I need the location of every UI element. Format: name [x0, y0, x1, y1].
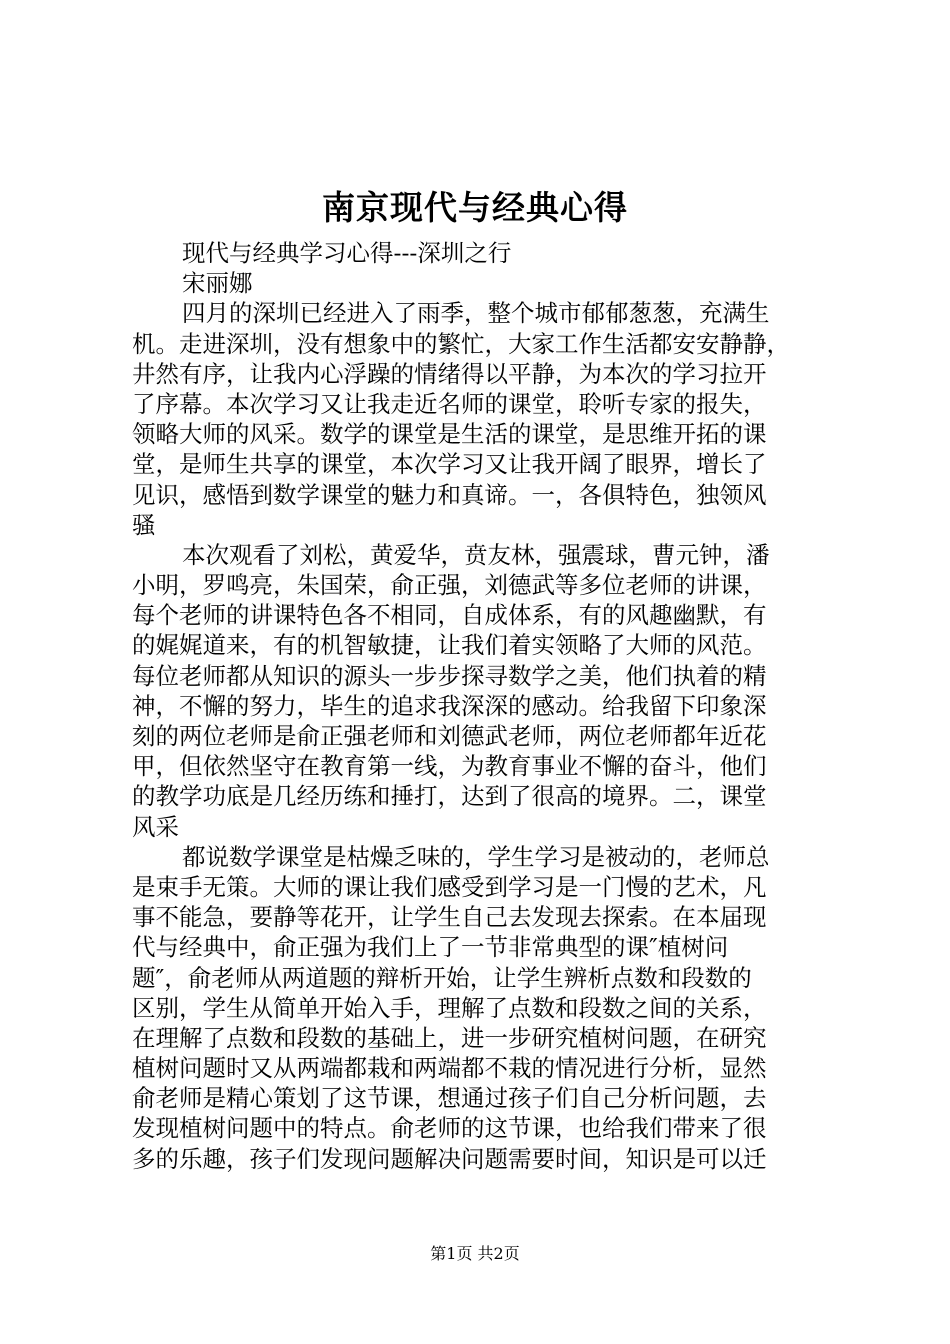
document-author: 宋丽娜 — [182, 269, 253, 298]
text-line: 刻的两位老师是俞正强老师和刘德武老师，两位老师都年近花 — [132, 722, 767, 750]
text-line: 题″，俞老师从两道题的辩析开始，让学生辨析点数和段数的 — [132, 963, 752, 992]
text-line: 都说数学课堂是枯燥乏味的，学生学习是被动的，老师总 — [182, 842, 770, 871]
text-line: 了序幕。本次学习又让我走近名师的课堂，聆听专家的报失， — [132, 389, 767, 418]
text-line: 井然有序，让我内心浮躁的情绪得以平静，为本次的学习拉开 — [132, 359, 767, 388]
text-line: 代与经典中，俞正强为我们上了一节非常典型的课″植树问 — [132, 933, 729, 962]
document-body — [132, 238, 832, 1174]
text-line: 每位老师都从知识的源头一步步探寻数学之美，他们执着的精 — [132, 661, 767, 690]
text-line: 四月的深圳已经进入了雨季，整个城市郁郁葱葱，充满生 — [182, 299, 770, 328]
paragraph-3 — [132, 842, 832, 1174]
text-line: 多的乐趣，孩子们发现问题解决问题需要时间，知识是可以迁 — [132, 1144, 767, 1173]
text-line: 神，不懈的努力，毕生的追求我深深的感动。给我留下印象深 — [132, 691, 767, 720]
text-line: 风采 — [132, 812, 179, 841]
text-line: 小明，罗鸣亮，朱国荣，俞正强，刘德武等多位老师的讲课， — [132, 571, 767, 600]
document-subtitle: 现代与经典学习心得---深圳之行 — [182, 239, 512, 267]
text-line: 发现植树问题中的特点。俞老师的这节课，也给我们带来了很 — [132, 1114, 767, 1143]
text-line: 领略大师的风采。数学的课堂是生活的课堂，是思维开拓的课 — [132, 420, 767, 449]
text-line: 甲，但依然坚守在教育第一线，为教育事业不懈的奋斗，他们 — [132, 752, 767, 781]
text-line: 在理解了点数和段数的基础上，进一步研究植树问题，在研究 — [132, 1023, 767, 1052]
text-line: 骚 — [132, 510, 156, 539]
paragraph-1 — [132, 298, 832, 540]
text-line: 堂，是师生共享的课堂，本次学习又让我开阔了眼界，增长了 — [132, 450, 767, 479]
paragraph-2 — [132, 540, 832, 842]
text-line: 植树问题时又从两端都栽和两端都不栽的情况进行分析，显然 — [132, 1054, 767, 1083]
text-line: 的教学功底是几经历练和捶打，达到了很高的境界。二，课堂 — [132, 782, 767, 811]
text-line: 俞老师是精心策划了这节课，想通过孩子们自己分析问题，去 — [132, 1084, 767, 1113]
text-line: 本次观看了刘松，黄爱华，贲友林，强震球，曹元钟，潘 — [182, 540, 770, 569]
text-line: 每个老师的讲课特色各不相同，自成体系，有的风趣幽默，有 — [132, 601, 767, 630]
page-number: 第1页 共2页 — [430, 1244, 520, 1263]
text-line: 区别，学生从简单开始入手，理解了点数和段数之间的关系， — [132, 993, 767, 1022]
text-line: 见识，感悟到数学课堂的魅力和真谛。一，各俱特色，独领风 — [132, 480, 767, 509]
text-line: 事不能急，要静等花开，让学生自己去发现去探索。在本届现 — [132, 903, 767, 932]
page-title: 南京现代与经典心得 — [322, 188, 628, 227]
text-line: 机。走进深圳，没有想象中的繁忙，大家工作生活都安安静静， — [132, 329, 790, 358]
text-line: 是束手无策。大师的课让我们感受到学习是一门慢的艺术，凡 — [132, 872, 767, 901]
text-line: 的娓娓道来，有的机智敏捷，让我们着实领略了大师的风范。 — [132, 631, 767, 660]
